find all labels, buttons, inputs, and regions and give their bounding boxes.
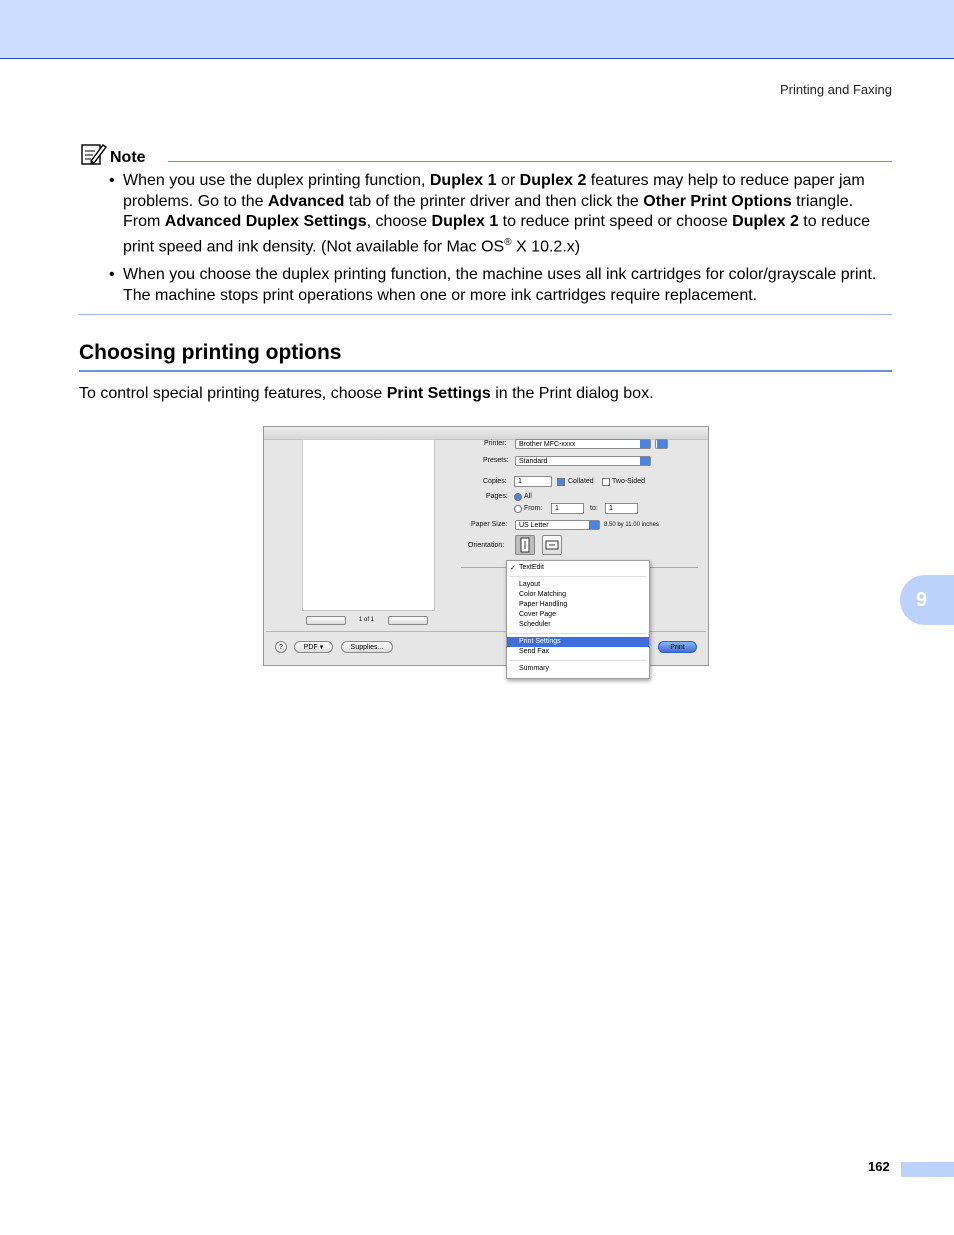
copies-field[interactable]: 1	[514, 476, 552, 487]
help-button[interactable]: ?	[275, 641, 287, 653]
bold-term: Other Print Options	[643, 192, 792, 210]
registered-mark: ®	[504, 236, 512, 248]
menu-item-scheduler[interactable]: Scheduler	[519, 621, 551, 628]
footer-band	[901, 1162, 954, 1177]
menu-item-color-matching[interactable]: Color Matching	[519, 591, 567, 598]
menu-item-paper-handling[interactable]: Paper Handling	[519, 601, 568, 608]
prev-page-buttons[interactable]	[306, 616, 346, 625]
collated-checkbox[interactable]	[557, 478, 565, 486]
note-block	[79, 142, 892, 314]
page-preview	[302, 439, 435, 611]
section-title: Choosing printing options	[79, 341, 342, 364]
bullet-dot: •	[109, 172, 115, 189]
chapter-tab	[900, 575, 954, 625]
bullet-dot: •	[109, 266, 115, 284]
printer-popup[interactable]	[515, 439, 651, 449]
copies-label: Copies:	[483, 478, 507, 485]
page-number: 162	[868, 1159, 890, 1174]
to-field[interactable]: 1	[605, 503, 638, 514]
bold-term: Duplex 2	[732, 213, 799, 230]
pages-all-radio[interactable]	[514, 493, 522, 501]
note-bottom-rule	[79, 314, 892, 315]
all-label: All	[524, 493, 532, 500]
note-header	[79, 142, 892, 166]
chevron-updown-icon	[640, 440, 650, 448]
note-label: Note	[110, 149, 146, 166]
bold-term: Duplex 1	[431, 213, 499, 230]
chapter-number: 9	[916, 588, 928, 611]
menu-item-summary[interactable]: Summary	[519, 665, 549, 672]
orientation-label: Orientation:	[468, 542, 505, 549]
note-list	[79, 171, 892, 306]
note-rule	[168, 161, 892, 162]
paper-size-value: US Letter	[519, 522, 549, 529]
menu-item-cover-page[interactable]: Cover Page	[519, 611, 556, 618]
body-paragraph	[79, 385, 654, 403]
text: tab of the printer driver and then click the	[344, 192, 644, 210]
landscape-icon	[543, 536, 561, 554]
collated-label: Collated	[568, 478, 594, 485]
menu-separator	[509, 660, 647, 661]
text: triangle. From	[123, 192, 854, 230]
from-field[interactable]: 1	[551, 503, 584, 514]
text: When you use the duplex printing function,	[123, 172, 430, 189]
portrait-icon	[516, 536, 534, 554]
text: X 10.2.x)	[511, 237, 581, 255]
section-rule	[79, 370, 892, 372]
paper-size-dims: 8.50 by 11.00 inches	[604, 522, 659, 528]
menu-separator	[509, 633, 647, 634]
text: When you choose the duplex printing function, the machine uses all ink cartridges for color/grayscale print. The machine stops print operations when one or more ink cartridges require replacement.	[123, 266, 877, 304]
printer-value: Brother MFC-xxxx	[519, 441, 576, 448]
portrait-orientation-button[interactable]	[515, 535, 535, 555]
running-header: Printing and Faxing	[779, 82, 892, 97]
note-pencil-icon	[81, 142, 107, 166]
presets-popup[interactable]	[515, 456, 651, 466]
chevron-updown-icon	[640, 457, 650, 465]
presets-value: Standard	[519, 458, 548, 465]
bold-term: Print Settings	[386, 385, 491, 402]
two-sided-label: Two-Sided	[612, 478, 646, 485]
disclosure-icon	[657, 440, 667, 448]
bold-term: Advanced	[267, 192, 345, 210]
note-bullet-1	[79, 171, 892, 257]
page-counter: 1 of 1	[359, 617, 375, 623]
to-label: to:	[590, 505, 598, 512]
text: to reduce print speed or choose	[498, 213, 733, 230]
paper-size-popup[interactable]	[515, 520, 600, 530]
menu-separator	[509, 576, 647, 577]
text: or	[496, 172, 520, 189]
note-bullet-2	[79, 265, 892, 306]
chevron-updown-icon	[589, 521, 599, 529]
print-button[interactable]: Print	[658, 641, 697, 653]
bold-term: Duplex 1	[429, 172, 497, 189]
print-dialog-screenshot	[263, 426, 709, 672]
menu-item-textedit[interactable]: TextEdit	[519, 564, 544, 571]
bold-term: Advanced Duplex Settings	[164, 213, 367, 230]
paper-size-label: Paper Size:	[471, 521, 508, 528]
text: in the Print dialog box.	[490, 385, 654, 402]
printer-expand-button[interactable]	[655, 439, 668, 449]
text: features may help to reduce paper jam problems. Go to the	[123, 172, 865, 210]
landscape-orientation-button[interactable]	[542, 535, 562, 555]
printer-label: Printer:	[484, 440, 507, 447]
from-label: From:	[524, 505, 543, 512]
text: to reduce print speed and ink density. (Not available for Mac OS	[123, 213, 870, 255]
menu-item-print-settings[interactable]: Print Settings	[519, 638, 561, 645]
text: , choose	[366, 213, 432, 230]
top-header-band	[0, 0, 954, 59]
menu-item-layout[interactable]: Layout	[519, 581, 541, 588]
presets-label: Presets:	[483, 457, 509, 464]
two-sided-checkbox[interactable]	[602, 478, 610, 486]
bold-term: Duplex 2	[519, 172, 587, 189]
checkmark-icon: ✓	[510, 565, 516, 572]
text: To control special printing features, choose	[79, 385, 387, 402]
pdf-button[interactable]: PDF ▾	[294, 641, 333, 653]
pages-label: Pages:	[486, 493, 508, 500]
pages-from-radio[interactable]	[514, 505, 522, 513]
supplies-button[interactable]: Supplies...	[341, 641, 393, 653]
menu-item-send-fax[interactable]: Send Fax	[519, 648, 549, 655]
print-options-menu	[506, 560, 650, 679]
next-page-buttons[interactable]	[388, 616, 428, 625]
